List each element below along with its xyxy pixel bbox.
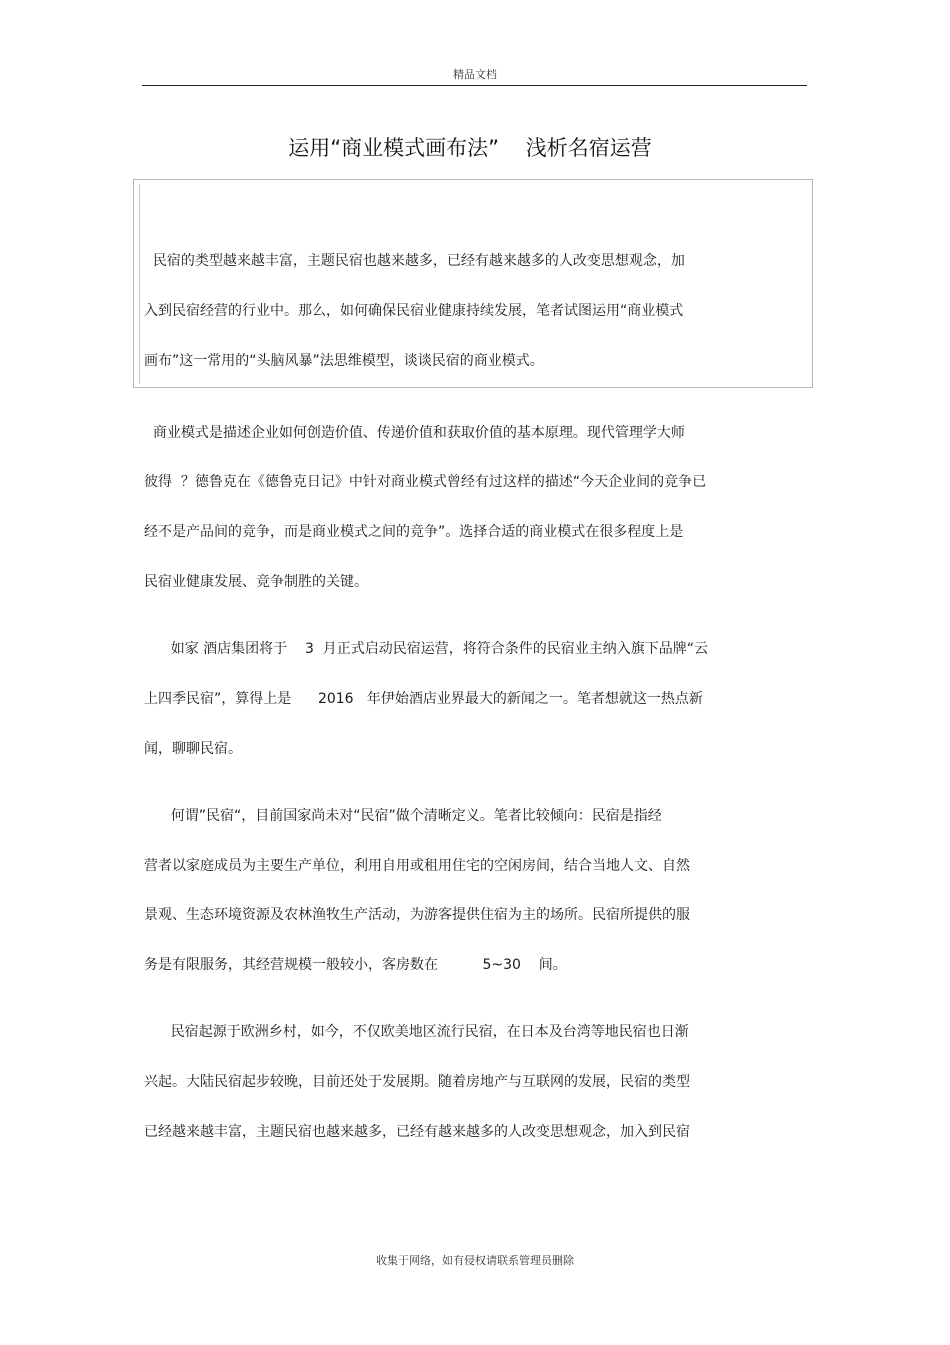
- abstract-line: 画布”这一常用的“头脑风暴”法思维模型，谈谈民宿的商业模式。: [144, 353, 544, 369]
- body-line: 民宿起源于欧洲乡村，如今，不仅欧美地区流行民宿，在日本及台湾等地民宿也日渐: [144, 1024, 689, 1040]
- page-header: 精品文档: [453, 68, 497, 81]
- page-footer: 收集于网络，如有侵权请联系管理员删除: [376, 1254, 574, 1267]
- body-line: 务是有限服务，其经营规模一般较小，客房数在 5~30 间。: [144, 957, 567, 973]
- header-divider: [142, 85, 807, 86]
- document-title: 运用“商业模式画布法” 浅析名宿运营: [288, 136, 652, 160]
- body-line: 兴起。大陆民宿起步较晚，目前还处于发展期。随着房地产与互联网的发展，民宿的类型: [144, 1074, 690, 1090]
- abstract-box-inner-border: [139, 184, 140, 384]
- body-line: 景观、生态环境资源及农林渔牧生产活动，为游客提供住宿为主的场所。民宿所提供的服: [144, 907, 690, 923]
- body-line: 已经越来越丰富，主题民宿也越来越多，已经有越来越多的人改变思想观念，加入到民宿: [144, 1124, 690, 1140]
- body-line: 经不是产品间的竞争，而是商业模式之间的竞争”。选择合适的商业模式在很多程度上是: [144, 524, 684, 540]
- body-line: 营者以家庭成员为主要生产单位，利用自用或租用住宅的空闲房间，结合当地人文、自然: [144, 858, 690, 874]
- body-line: 闻，聊聊民宿。: [144, 741, 242, 757]
- abstract-line: 入到民宿经营的行业中。那么，如何确保民宿业健康持续发展，笔者试图运用“商业模式: [144, 303, 684, 319]
- body-line: 商业模式是描述企业如何创造价值、传递价值和获取价值的基本原理。现代管理学大师: [144, 425, 685, 441]
- abstract-line: 民宿的类型越来越丰富，主题民宿也越来越多，已经有越来越多的人改变思想观念，加: [144, 253, 685, 269]
- body-line: 上四季民宿”，算得上是 2016 年伊始酒店业界最大的新闻之一。笔者想就这一热点新: [144, 691, 703, 707]
- body-line: 何谓”民宿“，目前国家尚未对“民宿”做个清晰定义。笔者比较倾向：民宿是指经: [144, 808, 662, 824]
- body-line: 民宿业健康发展、竞争制胜的关键。: [144, 574, 368, 590]
- body-line: 如家 酒店集团将于 3 月正式启动民宿运营，将符合条件的民宿业主纳入旗下品牌“云: [144, 641, 709, 657]
- body-line: 彼得 ？德鲁克在《德鲁克日记》中针对商业模式曾经有过这样的描述“今天企业间的竞争已: [144, 474, 707, 490]
